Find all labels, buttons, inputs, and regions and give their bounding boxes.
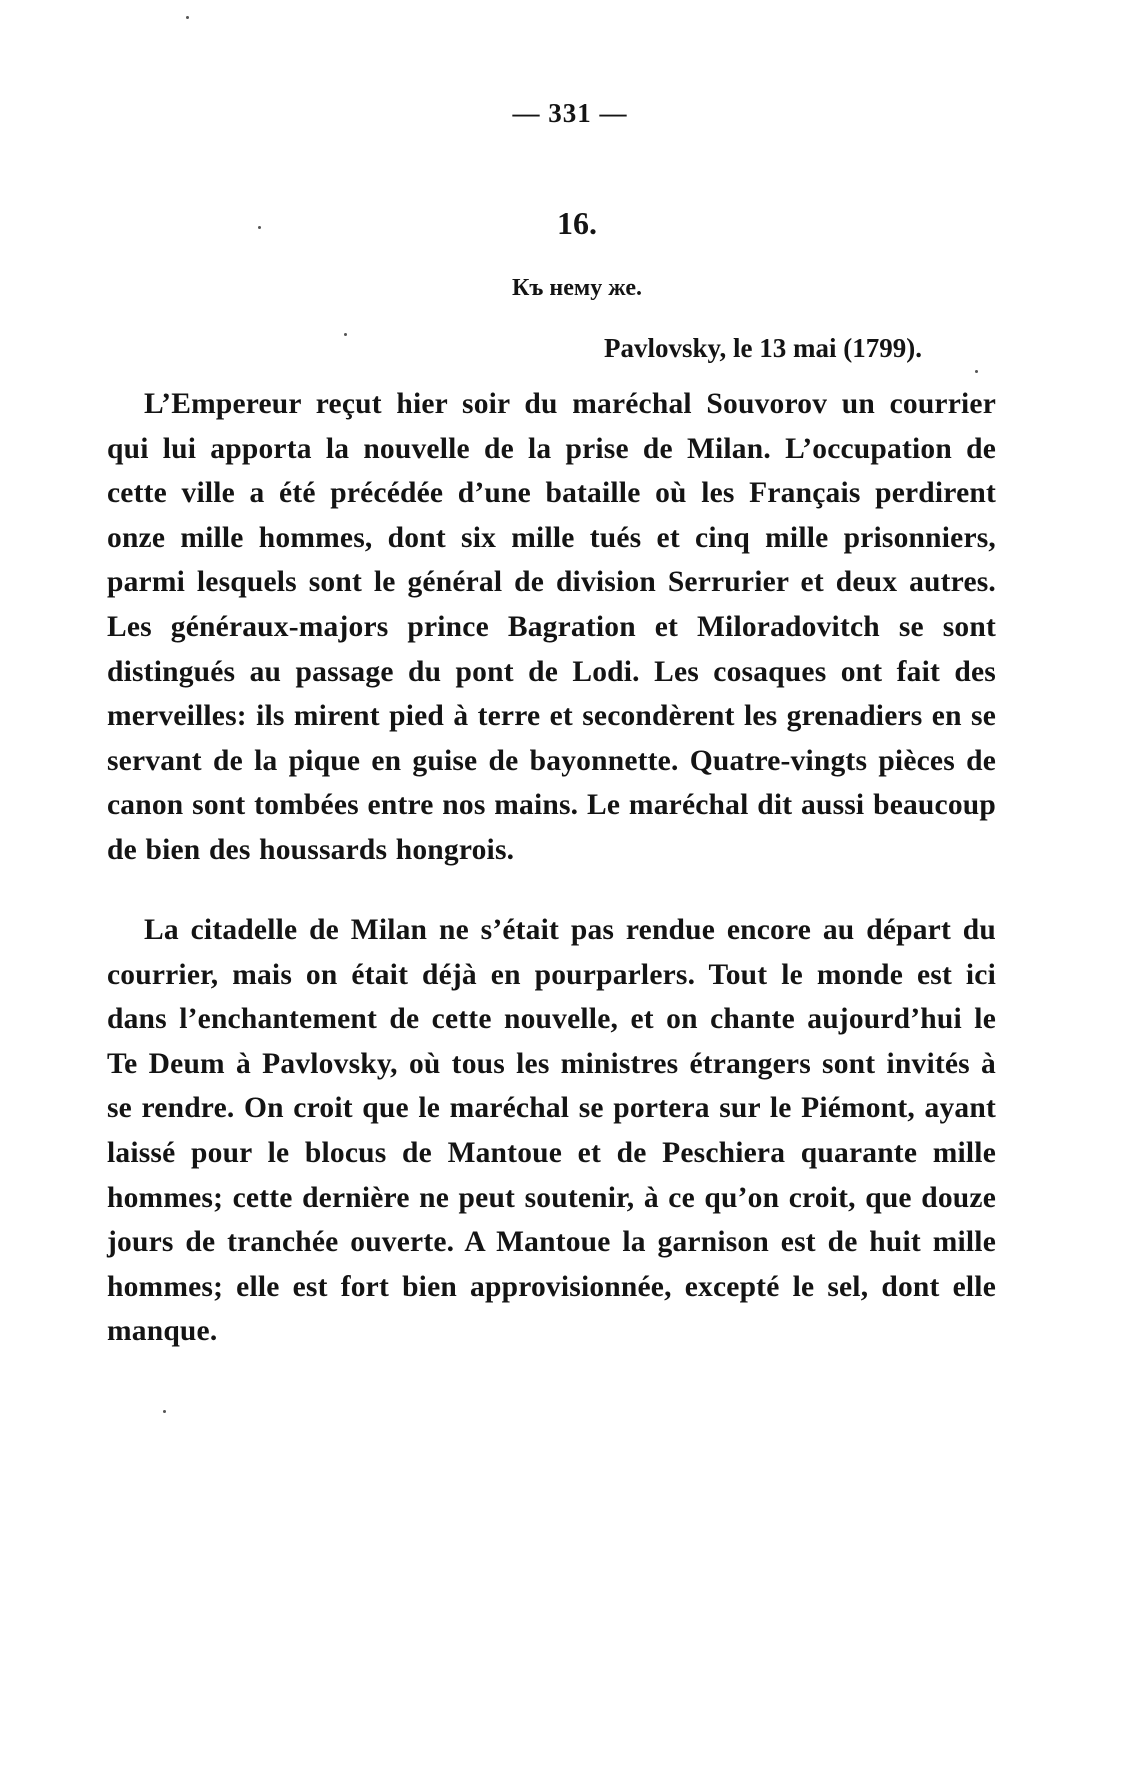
scan-speck [186, 16, 189, 19]
dateline: Pavlovsky, le 13 mai (1799). [604, 333, 922, 363]
letter-number: 16. [557, 205, 597, 241]
scan-speck [975, 370, 978, 373]
body-paragraph-2: La citadelle de Milan ne s’était pas rendue encore au départ du courrier, mais on était déjà en pourparlers. Tout le monde est ici dans l’enchantement de cette nouvelle, et on chante aujourd’hui le Te Deum à Pavlovsky, où tous les ministres étrangers sont invités à se rendre. On croit que le maréchal se portera sur le Piémont, ayant laissé pour le blocus de Mantoue et de Peschiera quarante mille hommes; cette dernière ne peut soutenir, à ce qu’on croit, que douze jours de tranchée ouverte. A Mantoue la garnison est de huit mille hommes; elle est fort bien approvisionnée, excepté le sel, dont elle manque. [107, 914, 996, 1348]
scan-speck [344, 333, 347, 336]
body-paragraph-1: L’Empereur reçut hier soir du maréchal Souvorov un courrier qui lui apporta la nouvelle de la prise de Milan. L’occupation de cette ville a été précédée d’une bataille où les Français perdirent onze mille hommes, dont six mille tués et cinq mille prisonniers, parmi lesquels sont le général de division Serrurier et deux autres. Les généraux-majors prince Bagration et Miloradovitch se sont distingués au passage du pont de Lodi. Les cosaques ont fait des merveilles: ils mirent pied à terre et secondèrent les grenadiers en se servant de la pique en guise de bayonnette. Quatre-vingts pièces de canon sont tombées entre nos mains. Le maréchal dit aussi beaucoup de bien des houssards hongrois. [107, 388, 996, 866]
recipient-heading: Къ нему же. [512, 275, 642, 301]
scan-speck [163, 1410, 166, 1413]
page-number: — 331 — [512, 98, 628, 128]
scan-speck [258, 226, 261, 229]
